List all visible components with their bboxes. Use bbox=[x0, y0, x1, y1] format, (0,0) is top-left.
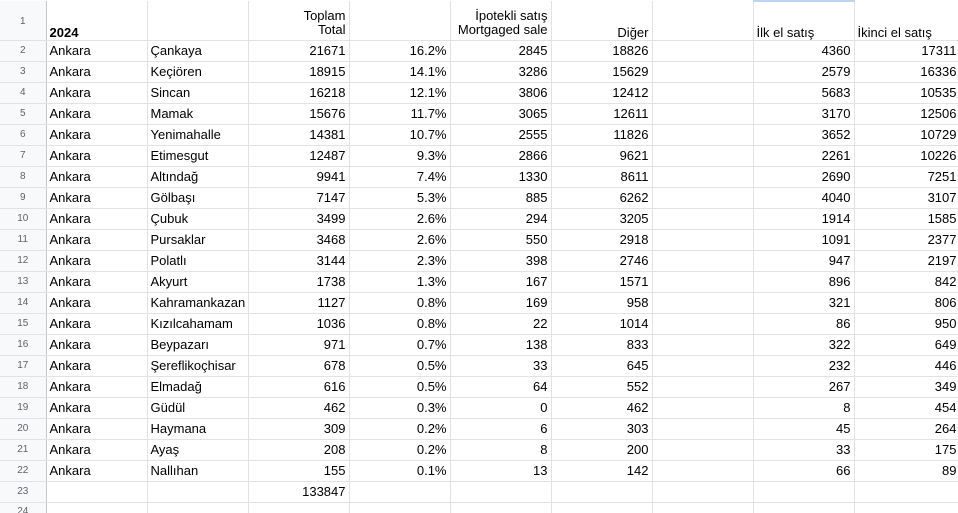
city-cell[interactable]: Ankara bbox=[46, 167, 147, 188]
cell[interactable] bbox=[652, 419, 753, 440]
row-number[interactable]: 22 bbox=[0, 461, 46, 482]
other-header-cell[interactable]: Diğer bbox=[551, 1, 652, 41]
first-hand-cell[interactable]: 3652 bbox=[753, 125, 854, 146]
total-cell[interactable]: 1127 bbox=[248, 293, 349, 314]
cell[interactable] bbox=[551, 482, 652, 503]
total-cell[interactable]: 462 bbox=[248, 398, 349, 419]
district-cell[interactable]: Sincan bbox=[147, 83, 248, 104]
row-number[interactable]: 23 bbox=[0, 482, 46, 503]
city-cell[interactable]: Ankara bbox=[46, 125, 147, 146]
percent-cell[interactable]: 0.7% bbox=[349, 335, 450, 356]
total-cell[interactable]: 309 bbox=[248, 419, 349, 440]
table-row bbox=[0, 398, 958, 419]
district-cell[interactable]: Çankaya bbox=[147, 41, 248, 62]
cell[interactable] bbox=[349, 503, 450, 513]
cell[interactable] bbox=[147, 1, 248, 41]
city-cell[interactable]: Ankara bbox=[46, 461, 147, 482]
cell[interactable] bbox=[349, 482, 450, 503]
other-cell[interactable]: 12611 bbox=[551, 104, 652, 125]
cell[interactable] bbox=[854, 482, 958, 503]
table-row bbox=[0, 377, 958, 398]
row-number[interactable]: 2 bbox=[0, 41, 46, 62]
second-hand-cell[interactable]: 446 bbox=[854, 356, 958, 377]
other-cell[interactable]: 15629 bbox=[551, 62, 652, 83]
mortgaged-header-cell[interactable] bbox=[450, 1, 551, 41]
district-cell[interactable]: Keçiören bbox=[147, 62, 248, 83]
percent-cell[interactable]: 2.3% bbox=[349, 251, 450, 272]
percent-cell[interactable]: 14.1% bbox=[349, 62, 450, 83]
district-cell[interactable]: Akyurt bbox=[147, 272, 248, 293]
table-row bbox=[0, 188, 958, 209]
total-cell[interactable]: 14381 bbox=[248, 125, 349, 146]
total-cell[interactable]: 3499 bbox=[248, 209, 349, 230]
second-hand-cell[interactable]: 7251 bbox=[854, 167, 958, 188]
other-cell[interactable]: 18826 bbox=[551, 41, 652, 62]
cell[interactable] bbox=[652, 503, 753, 513]
mortgaged-cell[interactable]: 885 bbox=[450, 188, 551, 209]
city-cell[interactable]: Ankara bbox=[46, 230, 147, 251]
district-cell[interactable]: Beypazarı bbox=[147, 335, 248, 356]
first-hand-cell[interactable]: 86 bbox=[753, 314, 854, 335]
mortgaged-cell[interactable]: 550 bbox=[450, 230, 551, 251]
cell[interactable] bbox=[652, 188, 753, 209]
total-header-cell[interactable] bbox=[248, 1, 349, 41]
row-number[interactable]: 6 bbox=[0, 125, 46, 146]
cell[interactable] bbox=[854, 503, 958, 513]
other-cell[interactable]: 303 bbox=[551, 419, 652, 440]
row-number[interactable]: 13 bbox=[0, 272, 46, 293]
other-cell[interactable]: 142 bbox=[551, 461, 652, 482]
cell[interactable] bbox=[652, 251, 753, 272]
district-cell[interactable]: Pursaklar bbox=[147, 230, 248, 251]
district-cell[interactable]: Kızılcahamam bbox=[147, 314, 248, 335]
second-hand-cell[interactable]: 264 bbox=[854, 419, 958, 440]
cell[interactable] bbox=[652, 209, 753, 230]
mortgaged-cell[interactable]: 22 bbox=[450, 314, 551, 335]
district-cell[interactable]: Etimesgut bbox=[147, 146, 248, 167]
total-cell[interactable]: 616 bbox=[248, 377, 349, 398]
total-cell[interactable]: 1036 bbox=[248, 314, 349, 335]
percent-cell[interactable]: 0.2% bbox=[349, 419, 450, 440]
mortgaged-cell[interactable]: 64 bbox=[450, 377, 551, 398]
empty-row bbox=[0, 503, 958, 513]
cell[interactable] bbox=[652, 125, 753, 146]
city-cell[interactable]: Ankara bbox=[46, 188, 147, 209]
other-cell[interactable]: 462 bbox=[551, 398, 652, 419]
first-hand-cell[interactable]: 232 bbox=[753, 356, 854, 377]
city-cell[interactable]: Ankara bbox=[46, 209, 147, 230]
second-hand-cell[interactable]: 16336 bbox=[854, 62, 958, 83]
first-hand-cell[interactable]: 33 bbox=[753, 440, 854, 461]
mortgaged-cell[interactable]: 8 bbox=[450, 440, 551, 461]
total-cell[interactable]: 12487 bbox=[248, 146, 349, 167]
district-cell[interactable]: Kahramankazan bbox=[147, 293, 248, 314]
first-hand-cell[interactable]: 4360 bbox=[753, 41, 854, 62]
district-cell[interactable]: Şereflikoçhisar bbox=[147, 356, 248, 377]
second-hand-cell[interactable]: 10226 bbox=[854, 146, 958, 167]
district-cell[interactable]: Çubuk bbox=[147, 209, 248, 230]
second-hand-cell[interactable]: 349 bbox=[854, 377, 958, 398]
mortgaged-cell[interactable]: 6 bbox=[450, 419, 551, 440]
cell[interactable] bbox=[652, 356, 753, 377]
mortgaged-cell[interactable]: 2866 bbox=[450, 146, 551, 167]
total-cell[interactable]: 21671 bbox=[248, 41, 349, 62]
row-number[interactable]: 8 bbox=[0, 167, 46, 188]
cell[interactable] bbox=[652, 83, 753, 104]
city-cell[interactable]: Ankara bbox=[46, 104, 147, 125]
city-cell[interactable]: Ankara bbox=[46, 356, 147, 377]
total-cell[interactable]: 3468 bbox=[248, 230, 349, 251]
city-cell[interactable]: Ankara bbox=[46, 314, 147, 335]
mortgaged-cell[interactable]: 398 bbox=[450, 251, 551, 272]
table-row bbox=[0, 146, 958, 167]
total-cell[interactable]: 1738 bbox=[248, 272, 349, 293]
percent-cell[interactable]: 0.5% bbox=[349, 377, 450, 398]
second-hand-header-cell[interactable]: İkinci el satış bbox=[854, 1, 958, 41]
first-hand-cell[interactable]: 5683 bbox=[753, 83, 854, 104]
total-cell[interactable]: 15676 bbox=[248, 104, 349, 125]
table-row bbox=[0, 41, 958, 62]
other-cell[interactable]: 1571 bbox=[551, 272, 652, 293]
cell[interactable] bbox=[46, 482, 147, 503]
percent-cell[interactable]: 0.1% bbox=[349, 461, 450, 482]
cell[interactable] bbox=[753, 482, 854, 503]
percent-cell[interactable]: 1.3% bbox=[349, 272, 450, 293]
total-cell[interactable]: 155 bbox=[248, 461, 349, 482]
mortgaged-cell[interactable]: 33 bbox=[450, 356, 551, 377]
percent-cell[interactable]: 0.3% bbox=[349, 398, 450, 419]
district-cell[interactable]: Haymana bbox=[147, 419, 248, 440]
total-cell[interactable]: 971 bbox=[248, 335, 349, 356]
second-hand-cell[interactable]: 89 bbox=[854, 461, 958, 482]
other-cell[interactable]: 1014 bbox=[551, 314, 652, 335]
first-hand-cell[interactable]: 2261 bbox=[753, 146, 854, 167]
percent-cell[interactable]: 0.8% bbox=[349, 293, 450, 314]
percent-cell[interactable]: 11.7% bbox=[349, 104, 450, 125]
other-cell[interactable]: 958 bbox=[551, 293, 652, 314]
total-cell[interactable]: 3144 bbox=[248, 251, 349, 272]
percent-cell[interactable]: 0.8% bbox=[349, 314, 450, 335]
total-row bbox=[0, 482, 958, 503]
city-cell[interactable]: Ankara bbox=[46, 293, 147, 314]
row-number[interactable]: 3 bbox=[0, 62, 46, 83]
second-hand-cell[interactable]: 10729 bbox=[854, 125, 958, 146]
table-row bbox=[0, 356, 958, 377]
second-hand-cell[interactable]: 806 bbox=[854, 293, 958, 314]
percent-cell[interactable]: 7.4% bbox=[349, 167, 450, 188]
percent-cell[interactable]: 5.3% bbox=[349, 188, 450, 209]
mortgaged-cell[interactable]: 3286 bbox=[450, 62, 551, 83]
grand-total-cell[interactable]: 133847 bbox=[248, 482, 349, 503]
other-cell[interactable]: 552 bbox=[551, 377, 652, 398]
first-hand-cell[interactable]: 947 bbox=[753, 251, 854, 272]
first-hand-cell[interactable]: 66 bbox=[753, 461, 854, 482]
city-cell[interactable]: Ankara bbox=[46, 398, 147, 419]
row-number[interactable]: 17 bbox=[0, 356, 46, 377]
mortgaged-cell[interactable]: 169 bbox=[450, 293, 551, 314]
table-row bbox=[0, 272, 958, 293]
cell[interactable] bbox=[652, 335, 753, 356]
other-cell[interactable]: 12412 bbox=[551, 83, 652, 104]
cell[interactable] bbox=[551, 503, 652, 513]
other-cell[interactable]: 6262 bbox=[551, 188, 652, 209]
cell[interactable] bbox=[652, 62, 753, 83]
second-hand-cell[interactable]: 454 bbox=[854, 398, 958, 419]
percent-cell[interactable]: 10.7% bbox=[349, 125, 450, 146]
total-label-en: Total bbox=[318, 22, 346, 37]
second-hand-cell[interactable]: 950 bbox=[854, 314, 958, 335]
mortgaged-cell[interactable]: 13 bbox=[450, 461, 551, 482]
city-cell[interactable]: Ankara bbox=[46, 251, 147, 272]
second-hand-cell[interactable]: 10535 bbox=[854, 83, 958, 104]
row-number[interactable]: 16 bbox=[0, 335, 46, 356]
row-number[interactable]: 4 bbox=[0, 83, 46, 104]
row-number[interactable]: 11 bbox=[0, 230, 46, 251]
district-cell[interactable]: Yenimahalle bbox=[147, 125, 248, 146]
table-row bbox=[0, 440, 958, 461]
second-hand-cell[interactable]: 12506 bbox=[854, 104, 958, 125]
second-hand-cell[interactable]: 1585 bbox=[854, 209, 958, 230]
first-hand-cell[interactable]: 267 bbox=[753, 377, 854, 398]
first-hand-cell[interactable]: 8 bbox=[753, 398, 854, 419]
percent-cell[interactable]: 16.2% bbox=[349, 41, 450, 62]
other-cell[interactable]: 833 bbox=[551, 335, 652, 356]
total-cell[interactable]: 9941 bbox=[248, 167, 349, 188]
first-hand-cell[interactable]: 3170 bbox=[753, 104, 854, 125]
mortgaged-label-en: Mortgaged sale bbox=[457, 22, 548, 37]
first-hand-header-cell[interactable]: İlk el satış bbox=[753, 1, 854, 41]
city-cell[interactable]: Ankara bbox=[46, 83, 147, 104]
table-row bbox=[0, 251, 958, 272]
percent-cell[interactable]: 2.6% bbox=[349, 230, 450, 251]
mortgaged-cell[interactable]: 138 bbox=[450, 335, 551, 356]
city-cell[interactable]: Ankara bbox=[46, 62, 147, 83]
first-hand-cell[interactable]: 4040 bbox=[753, 188, 854, 209]
cell[interactable] bbox=[652, 377, 753, 398]
other-cell[interactable]: 11826 bbox=[551, 125, 652, 146]
first-hand-cell[interactable]: 2579 bbox=[753, 62, 854, 83]
table-row bbox=[0, 419, 958, 440]
cell[interactable] bbox=[652, 314, 753, 335]
city-cell[interactable]: Ankara bbox=[46, 41, 147, 62]
cell[interactable] bbox=[652, 293, 753, 314]
district-cell[interactable]: Ayaş bbox=[147, 440, 248, 461]
total-cell[interactable]: 678 bbox=[248, 356, 349, 377]
mortgaged-cell[interactable]: 2555 bbox=[450, 125, 551, 146]
cell[interactable] bbox=[450, 482, 551, 503]
second-hand-cell[interactable]: 3107 bbox=[854, 188, 958, 209]
total-cell[interactable]: 208 bbox=[248, 440, 349, 461]
other-cell[interactable]: 9621 bbox=[551, 146, 652, 167]
table-row bbox=[0, 293, 958, 314]
cell[interactable] bbox=[652, 398, 753, 419]
table-row bbox=[0, 125, 958, 146]
district-cell[interactable]: Gölbaşı bbox=[147, 188, 248, 209]
percent-cell[interactable]: 0.2% bbox=[349, 440, 450, 461]
total-cell[interactable]: 7147 bbox=[248, 188, 349, 209]
second-hand-cell[interactable]: 175 bbox=[854, 440, 958, 461]
first-hand-cell[interactable]: 322 bbox=[753, 335, 854, 356]
cell[interactable] bbox=[147, 503, 248, 513]
row-number[interactable]: 19 bbox=[0, 398, 46, 419]
row-number[interactable]: 9 bbox=[0, 188, 46, 209]
table-row bbox=[0, 104, 958, 125]
total-cell[interactable]: 18915 bbox=[248, 62, 349, 83]
city-cell[interactable]: Ankara bbox=[46, 419, 147, 440]
table-row bbox=[0, 335, 958, 356]
second-hand-cell[interactable]: 842 bbox=[854, 272, 958, 293]
mortgaged-cell[interactable]: 3806 bbox=[450, 83, 551, 104]
percent-cell[interactable]: 0.5% bbox=[349, 356, 450, 377]
first-hand-cell[interactable]: 45 bbox=[753, 419, 854, 440]
row-number[interactable]: 10 bbox=[0, 209, 46, 230]
row-number[interactable]: 20 bbox=[0, 419, 46, 440]
year-cell[interactable]: 2024 bbox=[46, 1, 147, 41]
percent-cell[interactable]: 9.3% bbox=[349, 146, 450, 167]
other-cell[interactable]: 645 bbox=[551, 356, 652, 377]
row-number[interactable]: 5 bbox=[0, 104, 46, 125]
other-cell[interactable]: 3205 bbox=[551, 209, 652, 230]
cell[interactable] bbox=[46, 503, 147, 513]
row-number[interactable]: 1 bbox=[0, 1, 46, 41]
mortgaged-cell[interactable]: 294 bbox=[450, 209, 551, 230]
table-row bbox=[0, 62, 958, 83]
district-cell[interactable]: Mamak bbox=[147, 104, 248, 125]
table-row bbox=[0, 209, 958, 230]
cell[interactable] bbox=[652, 482, 753, 503]
district-cell[interactable]: Güdül bbox=[147, 398, 248, 419]
city-cell[interactable]: Ankara bbox=[46, 440, 147, 461]
table-row bbox=[0, 167, 958, 188]
district-cell[interactable]: Altındağ bbox=[147, 167, 248, 188]
row-number[interactable]: 24 bbox=[0, 503, 46, 513]
cell[interactable] bbox=[753, 503, 854, 513]
header-row bbox=[0, 1, 958, 41]
cell[interactable] bbox=[652, 146, 753, 167]
second-hand-cell[interactable]: 17311 bbox=[854, 41, 958, 62]
district-cell[interactable]: Polatlı bbox=[147, 251, 248, 272]
mortgaged-cell[interactable]: 0 bbox=[450, 398, 551, 419]
city-cell[interactable]: Ankara bbox=[46, 146, 147, 167]
second-hand-cell[interactable]: 2197 bbox=[854, 251, 958, 272]
district-cell[interactable]: Nallıhan bbox=[147, 461, 248, 482]
cell[interactable] bbox=[652, 461, 753, 482]
cell[interactable] bbox=[652, 41, 753, 62]
percent-cell[interactable]: 2.6% bbox=[349, 209, 450, 230]
other-cell[interactable]: 8611 bbox=[551, 167, 652, 188]
city-cell[interactable]: Ankara bbox=[46, 335, 147, 356]
other-cell[interactable]: 2746 bbox=[551, 251, 652, 272]
cell[interactable] bbox=[652, 1, 753, 41]
cell[interactable] bbox=[652, 440, 753, 461]
row-number[interactable]: 12 bbox=[0, 251, 46, 272]
mortgaged-cell[interactable]: 2845 bbox=[450, 41, 551, 62]
cell[interactable] bbox=[652, 167, 753, 188]
first-hand-cell[interactable]: 2690 bbox=[753, 167, 854, 188]
district-cell[interactable]: Elmadağ bbox=[147, 377, 248, 398]
second-hand-cell[interactable]: 2377 bbox=[854, 230, 958, 251]
cell[interactable] bbox=[450, 503, 551, 513]
percent-cell[interactable]: 12.1% bbox=[349, 83, 450, 104]
cell[interactable] bbox=[147, 482, 248, 503]
row-number[interactable]: 18 bbox=[0, 377, 46, 398]
total-cell[interactable]: 16218 bbox=[248, 83, 349, 104]
first-hand-cell[interactable]: 1091 bbox=[753, 230, 854, 251]
table-row bbox=[0, 230, 958, 251]
row-number[interactable]: 14 bbox=[0, 293, 46, 314]
row-number[interactable]: 7 bbox=[0, 146, 46, 167]
cell[interactable] bbox=[652, 230, 753, 251]
mortgaged-label-tr: İpotekli satış bbox=[475, 8, 548, 23]
mortgaged-cell[interactable]: 167 bbox=[450, 272, 551, 293]
cell[interactable] bbox=[248, 503, 349, 513]
city-cell[interactable]: Ankara bbox=[46, 272, 147, 293]
total-label-tr: Toplam bbox=[303, 8, 346, 23]
other-cell[interactable]: 2918 bbox=[551, 230, 652, 251]
city-cell[interactable]: Ankara bbox=[46, 377, 147, 398]
mortgaged-cell[interactable]: 1330 bbox=[450, 167, 551, 188]
cell[interactable] bbox=[349, 1, 450, 41]
second-hand-cell[interactable]: 649 bbox=[854, 335, 958, 356]
table-row bbox=[0, 314, 958, 335]
other-cell[interactable]: 200 bbox=[551, 440, 652, 461]
cell[interactable] bbox=[652, 104, 753, 125]
first-hand-cell[interactable]: 896 bbox=[753, 272, 854, 293]
first-hand-cell[interactable]: 1914 bbox=[753, 209, 854, 230]
table-row bbox=[0, 83, 958, 104]
first-hand-cell[interactable]: 321 bbox=[753, 293, 854, 314]
row-number[interactable]: 15 bbox=[0, 314, 46, 335]
table-row bbox=[0, 461, 958, 482]
mortgaged-cell[interactable]: 3065 bbox=[450, 104, 551, 125]
row-number[interactable]: 21 bbox=[0, 440, 46, 461]
cell[interactable] bbox=[652, 272, 753, 293]
